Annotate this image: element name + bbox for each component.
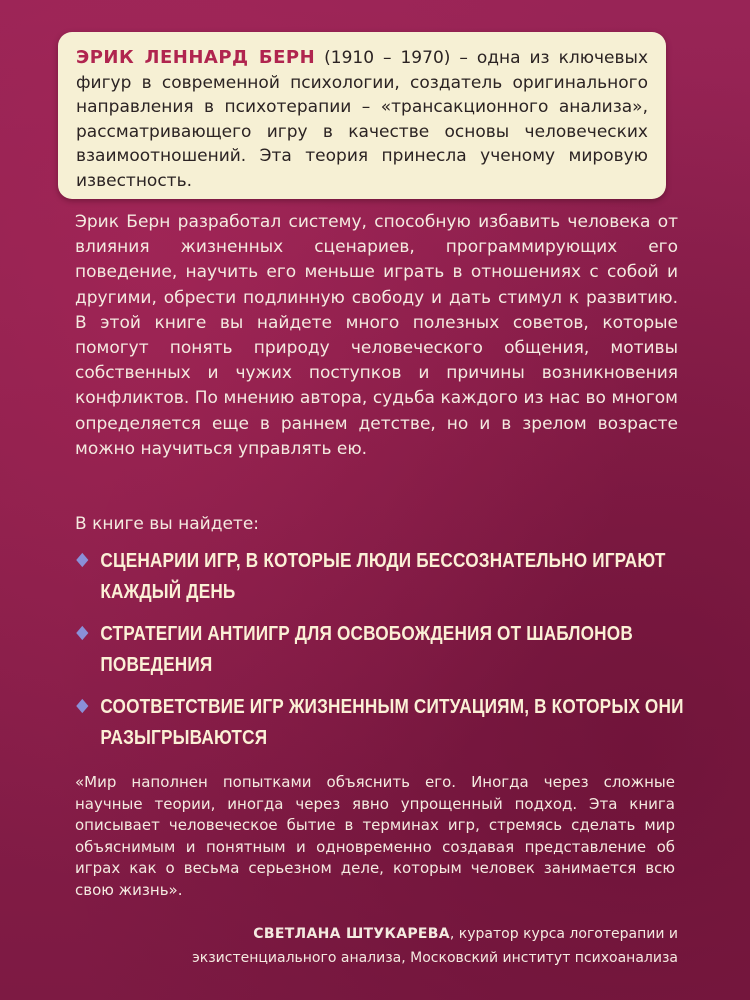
attribution-role: , куратор курса логотерапии и экзистенциального анализа, Московский институт психоанализа bbox=[192, 926, 678, 966]
author-bio-text: (1910 – 1970) – одна из ключевых фигур в современной психологии, создатель оригинального направления в психотерапии – «трансакционного анализа», рассматривающего игру в качестве основы человеческих взаимоотношений. Эта теория принесла ученому мировую известность. bbox=[76, 48, 649, 191]
book-description: Эрик Берн разработал систему, способную избавить человека от влияния жизненных сценариев, программирующих его поведение, научить его меньше играть в отношениях с собой и другими, обрести подлинную свободу и дать стимул к развитию. В этой книге вы найдете много полезных советов, которые помогут понять природу человеческого общения, мотивы собственных и чужих поступков и причины возникновения конфликтов. По мнению автора, судьба каждого из нас во многом определяется еще в раннем детстве, но и в зрелом возрасте можно научиться управлять ею. bbox=[75, 212, 678, 459]
feature-item bbox=[78, 692, 694, 754]
feature-item bbox=[78, 546, 694, 608]
feature-text: СООТВЕТСТВИЕ ИГР ЖИЗНЕННЫМ СИТУАЦИЯМ, В КОТОРЫХ ОНИ РАЗЫГРЫВАЮТСЯ bbox=[100, 696, 684, 749]
features-heading: В книге вы найдете: bbox=[75, 514, 260, 534]
attribution-name: СВЕТЛАНА ШТУКАРЕВА bbox=[253, 926, 450, 942]
features-list bbox=[78, 546, 684, 765]
review-quote: «Мир наполнен попытками объяснить его. Иногда через сложные научные теории, иногда через явно упрощенный подход. Эта книга описывает человеческое бытие в терминах игр, стремясь сделать мир объяснимым и понятным и одновременно создавая представление об играх как о весьма серьезном деле, которым человек занимается всю свою жизнь». bbox=[75, 773, 675, 899]
author-name: ЭРИК ЛЕННАРД БЕРН bbox=[76, 47, 316, 68]
diamond-bullet-icon bbox=[76, 626, 88, 640]
diamond-bullet-icon bbox=[76, 553, 88, 567]
diamond-bullet-icon bbox=[76, 699, 88, 713]
author-bio-box bbox=[58, 32, 666, 199]
feature-text: СЦЕНАРИИ ИГР, В КОТОРЫЕ ЛЮДИ БЕССОЗНАТЕЛЬНО ИГРАЮТ КАЖДЫЙ ДЕНЬ bbox=[100, 550, 666, 603]
quote-attribution bbox=[160, 922, 678, 970]
feature-text: СТРАТЕГИИ АНТИИГР ДЛЯ ОСВОБОЖДЕНИЯ ОТ ШАБЛОНОВ ПОВЕДЕНИЯ bbox=[100, 623, 633, 676]
feature-item bbox=[78, 619, 694, 681]
